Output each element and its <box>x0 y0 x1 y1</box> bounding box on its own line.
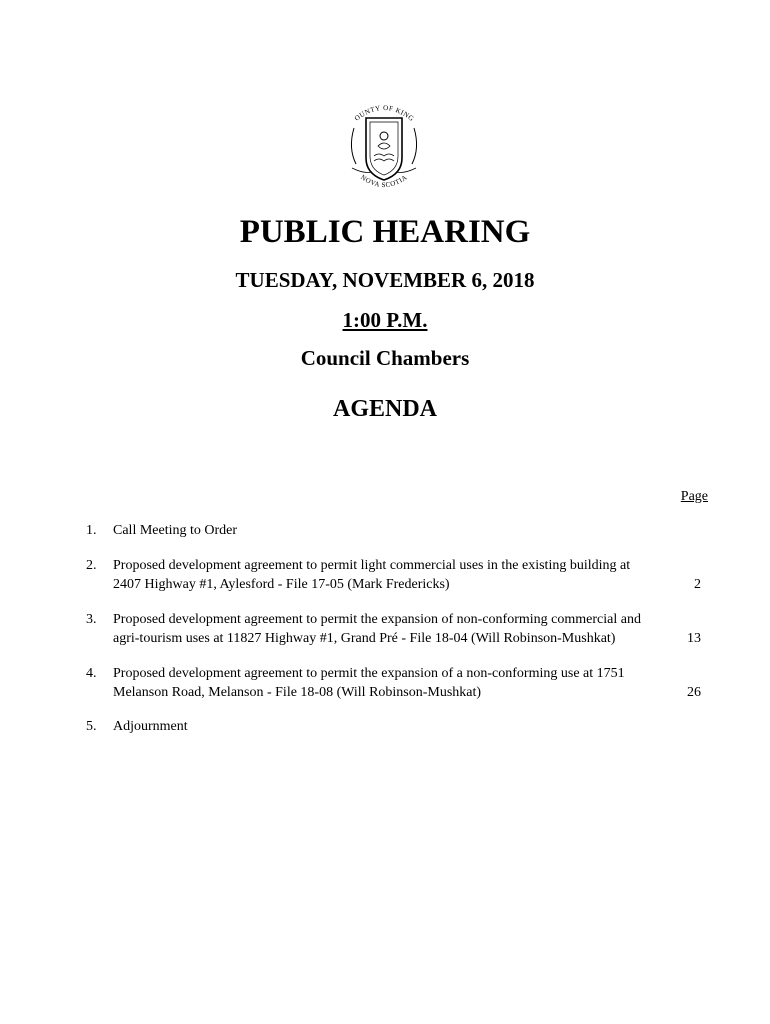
agenda-item-text: agri-tourism uses at 11827 Highway #1, Grand Pré - File 18-04 (Will Robinson-Mushkat) <box>113 631 616 646</box>
agenda-item-number: 5. <box>86 719 97 734</box>
agenda-item-page: 2 <box>694 577 701 592</box>
agenda-item-number: 3. <box>86 612 97 627</box>
agenda-item-text: Adjournment <box>113 719 188 734</box>
agenda-item-text: Proposed development agreement to permit the expansion of non-conforming commercial and <box>113 612 641 627</box>
agenda-item-number: 4. <box>86 666 97 681</box>
agenda-item-text: 2407 Highway #1, Aylesford - File 17-05 (Mark Fredericks) <box>113 577 450 592</box>
page-column-label: Page <box>680 489 708 504</box>
agenda-heading: AGENDA <box>332 396 437 422</box>
agenda-item-number: 2. <box>86 558 97 573</box>
agenda-item-number: 1. <box>86 523 97 538</box>
agenda-item-text: Call Meeting to Order <box>113 523 238 538</box>
agenda-item-page: 26 <box>687 685 701 700</box>
agenda-item-text: Proposed development agreement to permit light commercial uses in the existing building at <box>113 558 631 573</box>
page-title: PUBLIC HEARING <box>239 214 531 250</box>
meeting-time: 1:00 P.M. <box>342 308 428 332</box>
seal-top-text: OUNTY OF KING <box>353 103 416 124</box>
municipal-seal-icon <box>344 98 424 194</box>
agenda-item-text: Proposed development agreement to permit the expansion of a non-conforming use at 1751 <box>113 666 625 681</box>
seal-bottom-text: NOVA SCOTIA <box>359 173 409 190</box>
agenda-item-text: Melanson Road, Melanson - File 18-08 (Will Robinson-Mushkat) <box>113 685 482 700</box>
agenda-item-page: 13 <box>687 631 701 646</box>
meeting-venue: Council Chambers <box>300 346 470 370</box>
meeting-date: TUESDAY, NOVEMBER 6, 2018 <box>235 268 535 292</box>
